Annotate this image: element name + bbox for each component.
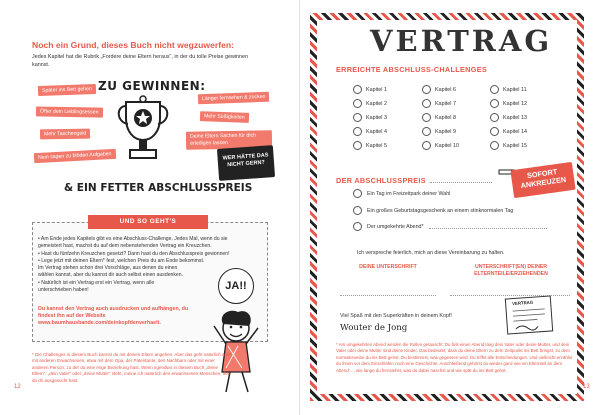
final-prize-heading: & EIN FETTER ABSCHLUSSPREIS [64,182,253,194]
contract-document-icon [505,295,553,334]
prize-option[interactable] [353,222,547,231]
prize-option-label: Ein Tag im Freizeitpark deiner Wahl [367,190,451,197]
howto-line: • Natürlich ist ein Vertrag erst ein Vertrag, wenn alle [38,279,155,286]
speech-bubble-ja: JA!! [218,268,254,304]
checkbox[interactable] [422,85,431,94]
prize-tag: Öfter dein Lieblingsessen [36,106,103,117]
chapter-checkbox-item[interactable] [422,127,456,136]
howto-line: • Hast du fünfzehn Kreuzchen gesetzt? Dann hast du den Abschlusspreis gewonnen! [38,250,230,257]
contract-title: VERTRAG [370,24,553,58]
chapter-checkbox-item[interactable] [490,85,527,94]
promise-text: Ich verspreche feierlich, mich an diese Vereinbarung zu halten. [357,250,505,256]
checkbox[interactable] [422,113,431,122]
checkbox[interactable] [490,127,499,136]
page-number: 13 [583,384,590,390]
chapter-checkbox-item[interactable] [422,85,456,94]
trophy-icon [112,94,174,168]
checkbox[interactable] [490,99,499,108]
chapter-checkbox-item[interactable] [353,85,387,94]
checkbox[interactable] [353,99,362,108]
checkbox[interactable] [422,127,431,136]
chapter-label: Kapitel 14 [503,128,527,135]
prize-tag: Nein sagen zu blöden Aufgaben [34,149,116,163]
chapter-label: Kapitel 12 [503,100,527,107]
howto-line: wählen kannst, aber du kannst dir auch selbst einen ausdenken. [38,272,183,279]
chapter-checkbox-item[interactable] [353,99,387,108]
chapter-label: Kapitel 2 [366,100,387,107]
chapter-label: Kapitel 1 [366,86,387,93]
checkbox[interactable] [422,99,431,108]
howto-line: unterschrieben haben! [38,287,89,294]
checkbox[interactable] [353,113,362,122]
prize-option[interactable] [353,189,450,198]
challenges-heading: ERREICHTE ABSCHLUSS-CHALLENGES [336,65,488,74]
closing-note: Viel Spaß mit den Superkräften in deinem Kopf! [340,313,452,319]
checkbox[interactable] [353,127,362,136]
signature-label-parents: UNTERSCHRIFT(EN) DEINER ELTERNTEILE/ERZIEHENDEN [474,264,548,277]
chapter-label: Kapitel 13 [503,114,527,121]
chapter-label: Kapitel 8 [435,114,456,121]
chapter-checkbox-item[interactable] [490,99,527,108]
checkbox[interactable] [353,222,362,231]
win-heading: ZU GEWINNEN: [98,79,206,93]
howto-banner: UND SO GEHT'S [88,215,208,229]
chapter-label: Kapitel 5 [366,142,387,149]
chapter-label: Kapitel 15 [503,142,527,149]
signature-label-child: DEINE UNTERSCHRIFT [359,264,417,270]
howto-line: Im Vertrag stehen schon drei Vorschläge, aus denen du einen [38,265,178,272]
checkbox[interactable] [353,189,362,198]
checkbox[interactable] [490,141,499,150]
howto-line: gemeistert hast, machst du auf dem nebenstehenden Vertrag ein Kreuzchen. [38,243,212,250]
chapter-checkbox-item[interactable] [490,113,527,122]
howto-line: • Lege jetzt mit deinen Eltern* fest, welchen Preis du am Ende bekommst. [38,257,205,264]
chapter-checkbox-item[interactable] [353,141,387,150]
download-note[interactable]: Du kannst den Vertrag auch ausdrucken und aufhängen, du findest ihn auf der Website www.baumhausbande.com/deinkopfdenverhaelt. [38,306,189,327]
chapter-label: Kapitel 4 [366,128,387,135]
signature-line-parents[interactable] [450,295,570,296]
chapter-label: Kapitel 3 [366,114,387,121]
dotted-rule [430,182,492,183]
chapter-label: Kapitel 10 [435,142,459,149]
checkbox[interactable] [353,141,362,150]
chapter-checkbox-item[interactable] [422,141,459,150]
write-in-line[interactable] [429,228,547,229]
footnote: * Die Challenges in diesem Buch kannst du mit deinen Eltern angehen. Aber das geht natürlich auch mit anderen Erwachsenen, etwa mit dem Opa, der Patentante, den Nachbarn oder mit einer anderen Person, zu der du eine enge Beziehung hast. Wenn irgendwo in diesem Buch „deine Eltern“, „dein Vater“ oder „deine Mutter“ steht, meine ich natürlich den erwachsenen Menschen, den du dir ausgesucht hast. [32,352,232,383]
checkbox[interactable] [353,85,362,94]
prize-option-label: Ein großes Geburtstagsgeschenk an einem stinknormalen Tag [367,207,514,214]
prize-option[interactable] [353,206,513,215]
page-title: Noch ein Grund, dieses Buch nicht wegzuwerfen: [32,40,234,50]
chapter-label: Kapitel 7 [435,100,456,107]
chapter-checkbox-item[interactable] [422,113,456,122]
footnote: * Am umgekehrten Abend werden die Rollen getauscht: Du bist einen Abend lang dein Vater oder deine Mutter, und dein Vater oder deine Mutter sind deine Kinder. Das bedeutet, dass du deine Eltern zu dem Zeitpunkt ins Bett bringst, zu dem normalerweise du ins Bett gehst. Du bestimmst, was gegessen wird. Du triffst alle Entscheidungen. Und vielleicht erzählst du ihnen vor dem Einschlafen noch eine Geschichte. Anschließend gehörst du wieder ganz wie ein Elternteil an dem Abend: ... wie lange du fernsiehst, was du dabei naschst und wie spät du ins Bett gehst. [336,342,573,373]
chapter-checkbox-item[interactable] [490,141,527,150]
prize-tag: Mehr Süßigkeiten [200,111,249,123]
prize-heading: DER ABSCHLUSSPREIS [336,176,426,185]
prize-tag: Deine Eltern Sachen für dich erledigen lassen [186,130,272,149]
page-number: 12 [14,384,21,390]
checkbox[interactable] [490,85,499,94]
speech-bubble: WER HÄTTE DAS NICHT GERN? [217,145,275,181]
doc-lines-icon [506,296,554,335]
prize-tag: Später ins Bett gehen [38,84,96,96]
chapter-checkbox-item[interactable] [490,127,527,136]
prize-option-label: Der umgekehrte Abend* [367,223,424,230]
doc-icon-title: VERTRAG [511,299,534,307]
author-signature: Wouter de Jong [340,323,408,333]
chapter-label: Kapitel 11 [503,86,527,93]
prize-tag: Länger fernsehen & zocken [198,92,270,104]
stamp-badge: SOFORT ANKREUZEN [510,162,575,198]
howto-line: • Am Ende jedes Kapitels gibt es eine Abschluss-Challenge. Jedes Mal, wenn du sie [38,236,228,242]
intro-text: Jedes Kapitel hat die Rubrik „Fordere deine Eltern heraus“, in der du tolle Preise gewinnen kannst. [32,54,249,68]
checkbox[interactable] [353,206,362,215]
chapter-label: Kapitel 6 [435,86,456,93]
signature-line-child[interactable] [340,295,436,296]
prize-tag: Mehr Taschengeld [40,129,90,140]
checkbox[interactable] [490,113,499,122]
chapter-checkbox-item[interactable] [353,127,387,136]
chapter-checkbox-item[interactable] [353,113,387,122]
chapter-label: Kapitel 9 [435,128,456,135]
chapter-checkbox-item[interactable] [422,99,456,108]
checkbox[interactable] [422,141,431,150]
